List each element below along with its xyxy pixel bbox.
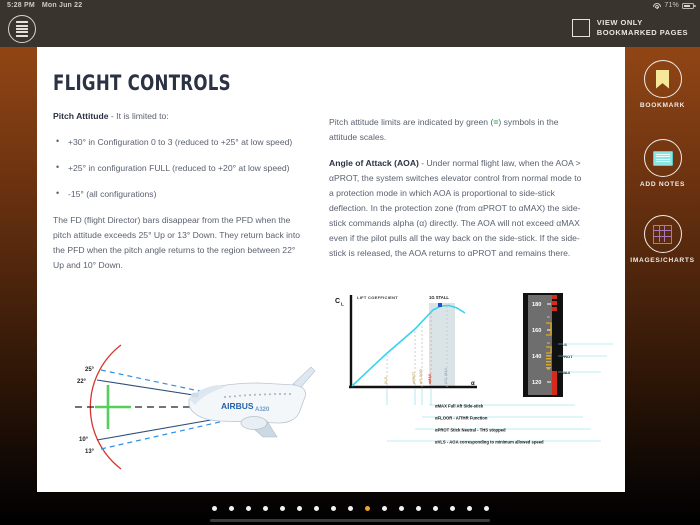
bookmark-filter-checkbox[interactable] (572, 19, 590, 37)
chart-marker-label-aprot: αPROT (412, 371, 416, 384)
note-lines-icon (653, 151, 673, 166)
top-toolbar (0, 11, 700, 47)
chart-marker-label-amax: αMAX (428, 373, 432, 384)
page-dot[interactable] (416, 506, 421, 511)
document-page[interactable] (37, 47, 625, 492)
speed-tick-140: 140 (532, 354, 542, 360)
bookmark-ribbon-icon (656, 70, 669, 89)
page-dot[interactable] (450, 506, 455, 511)
aircraft-tail (293, 367, 315, 387)
tape-label-aprot: αPROT (559, 354, 573, 359)
page-dot[interactable] (365, 506, 370, 511)
tools-sidebar (625, 47, 700, 525)
page-dot[interactable] (246, 506, 251, 511)
pitch-diagram-svg (49, 337, 319, 477)
angle-label-13: 13° (85, 449, 95, 455)
chart-ylabel-sub: L (341, 301, 344, 307)
right-text-column (329, 115, 584, 272)
sidebar-item-label: ADD NOTES (639, 181, 686, 188)
view-only-bookmarked-pages-toggle[interactable] (572, 18, 688, 38)
status-indicators (653, 2, 694, 9)
aoa-paragraph (329, 156, 584, 261)
stall-point-marker (438, 303, 442, 307)
sidebar-item-label: IMAGES/CHARTS (630, 257, 695, 264)
page-dot[interactable] (280, 506, 285, 511)
legend-item-aprot: αPROT Stick Neutral - THS stopped (435, 427, 506, 433)
list-item: • +30° in Configuration 0 to 3 (reduced to +25° at low speed) (53, 135, 308, 150)
speed-tick-120: 120 (532, 380, 542, 386)
images-charts-button[interactable] (644, 215, 682, 253)
pitch-attitude-lead-rest: - It is limited to: (108, 111, 169, 121)
chart-title: LIFT COEFFICIENT (357, 295, 399, 300)
angle-label-25: 25° (85, 367, 95, 373)
green-equals-symbol: = (493, 117, 499, 127)
chart-marker-label-afloor: αFLOOR (419, 369, 423, 384)
tape-label-vls: VLS (559, 342, 567, 347)
pitch-attitude-limits-diagram (49, 337, 319, 477)
page-dot[interactable] (382, 506, 387, 511)
page-dot[interactable] (399, 506, 404, 511)
battery-percent-label: 71% (664, 2, 679, 9)
bookmark-filter-label (597, 18, 688, 38)
add-notes-button[interactable] (644, 139, 682, 177)
page-indicator-dots[interactable] (0, 506, 700, 511)
sidebar-item-add-notes[interactable] (625, 139, 700, 188)
aircraft-model-label: A320 (255, 407, 270, 413)
pitch-attitude-lead-bold: Pitch Attitude (53, 111, 109, 121)
chart-marker-label-vclmax: VCL MAX (444, 367, 448, 384)
wifi-icon (653, 2, 661, 9)
list-item: • -15° (all configurations) (53, 187, 308, 202)
bookmark-filter-label-line1: VIEW ONLY (596, 18, 643, 27)
pitch-attitude-lead (53, 109, 308, 124)
cockpit-window (191, 393, 199, 398)
aircraft-brand-label: AIRBUS (221, 401, 254, 411)
legend-item-afloor: αFLOOR - A/THR Function (435, 415, 488, 421)
aoa-figure-svg (325, 285, 613, 485)
sidebar-item-bookmark[interactable] (625, 60, 700, 109)
status-bar (0, 0, 700, 11)
pitch-limits-list (53, 135, 308, 202)
aoa-body-text: - Under normal flight law, when the AOA > αPROT, the system switches elevator control from normal mode to a protection mode in which AOA is proportional to side-stick deflection. In the protection zone (from αPROT to αMAX) the side-stick commands alpha (α) directly. The AOA will not exceed αMAX even if the pilot pulls all the way back on the side-stick. If the side-stick is released, the AOA returns to αPROT and remains there. (329, 158, 582, 258)
tape-label-amax: αMAX (559, 370, 571, 375)
page-dot[interactable] (297, 506, 302, 511)
scrubber[interactable] (0, 519, 700, 522)
battery-icon (682, 3, 694, 9)
legend-item-vls: αVLS - AOA corresponding to minimum allowed speed (435, 439, 544, 445)
scrubber-bar[interactable] (210, 519, 490, 522)
hamburger-menu-icon (16, 21, 28, 36)
legend-item-amax: αMAX Full Aft Side-stick (435, 403, 484, 409)
sidebar-item-images-charts[interactable] (625, 215, 700, 264)
grid-table-icon (653, 225, 672, 244)
pitch-symbols-text-b: ) symbols in the attitude scales. (329, 117, 559, 142)
fd-bars-paragraph: The FD (flight Director) bars disappear from the PFD when the pitch attitude exceeds 25° Up or 13° Down. They return back into the PFD when the pitch angle returns to the region between 22° Up and 10° Down. (53, 215, 300, 270)
speed-tick-160: 160 (532, 328, 542, 334)
stall-annotation: 1G STALL (429, 295, 449, 300)
page-dot[interactable] (263, 506, 268, 511)
chart-ylabel: C (335, 298, 341, 305)
page-dot[interactable] (433, 506, 438, 511)
pitch-symbols-text-a: Pitch attitude limits are indicated by green ( (329, 117, 494, 127)
page-title: FLIGHT CONTROLS (53, 71, 231, 95)
page-dot[interactable] (348, 506, 353, 511)
aoa-lift-coefficient-figure (325, 285, 613, 485)
chart-shaded-zone (429, 303, 455, 387)
list-item: • +25° in configuration FULL (reduced to +20° at low speed) (53, 161, 308, 176)
chart-marker-label-vls: VLS (384, 377, 388, 384)
page-dot[interactable] (229, 506, 234, 511)
status-date: Mon Jun 22 (41, 2, 83, 9)
bookmark-button[interactable] (644, 60, 682, 98)
aoa-heading-bold: Angle of Attack (AOA) (329, 158, 419, 168)
page-dot[interactable] (314, 506, 319, 511)
page-dot[interactable] (467, 506, 472, 511)
aircraft-engine (241, 417, 267, 430)
fd-crosshair-icon (95, 385, 131, 429)
hamburger-menu-button[interactable] (8, 15, 36, 43)
page-dot[interactable] (331, 506, 336, 511)
chart-xlabel: α (471, 381, 475, 387)
speed-tick-180: 180 (532, 302, 542, 308)
page-dot[interactable] (212, 506, 217, 511)
bookmark-filter-label-line2: BOOKMARKED PAGES (596, 28, 688, 37)
aircraft-illustration (189, 367, 315, 437)
pitch-limit-symbols-paragraph (329, 115, 584, 145)
angle-label-22: 22° (77, 379, 87, 385)
left-text-column (53, 109, 308, 284)
sidebar-item-label: BOOKMARK (639, 102, 686, 109)
page-dot[interactable] (484, 506, 489, 511)
status-time: 5:28 PM (7, 2, 35, 9)
angle-label-10: 10° (79, 437, 89, 443)
